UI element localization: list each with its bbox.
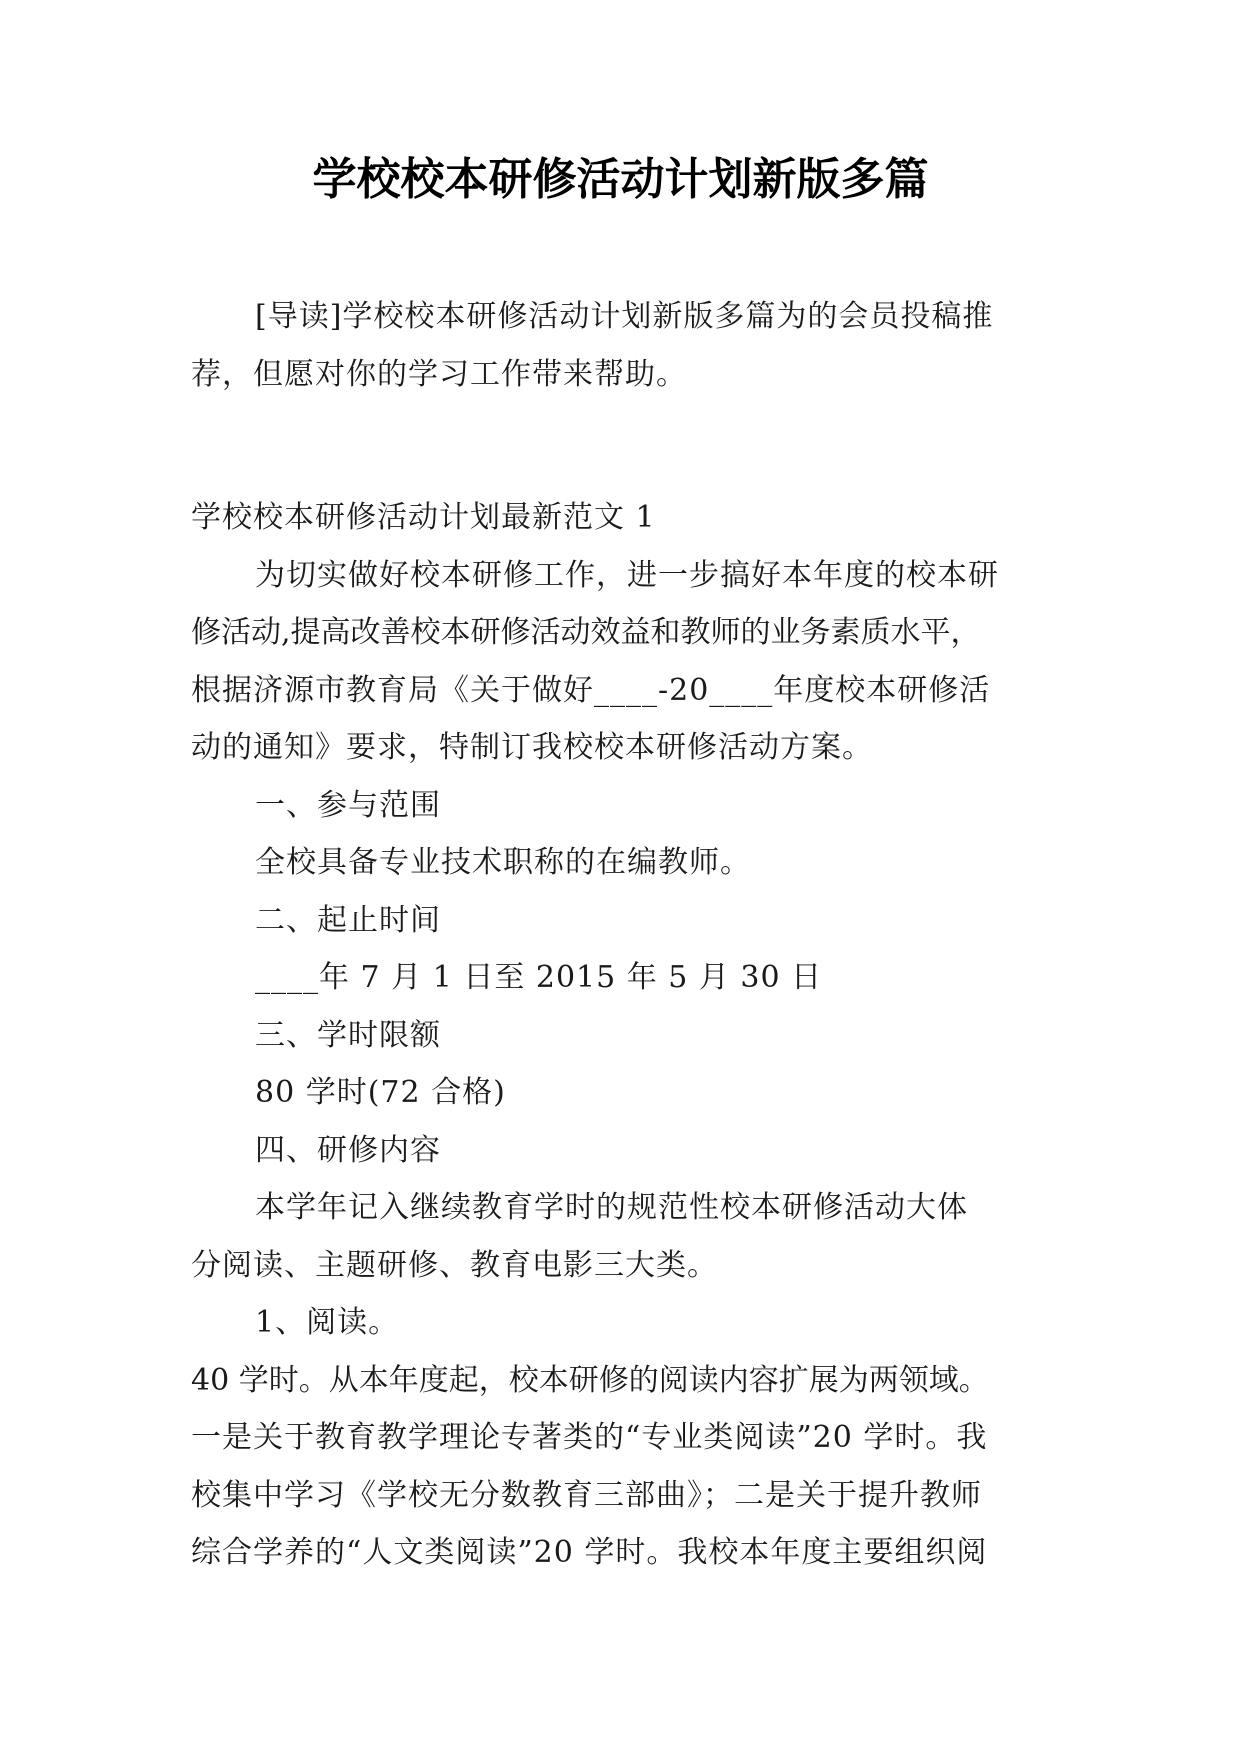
item-heading: 一、参与范围 [255, 787, 441, 823]
intro-line: 荐，但愿对你的学习工作带来帮助。 [191, 356, 687, 392]
section-heading: 学校校本研修活动计划最新范文 1 [191, 500, 656, 535]
paragraph-gap [191, 403, 1061, 489]
sub-heading: 1、阅读。 [255, 1305, 400, 1340]
item-heading: 二、起止时间 [255, 902, 441, 938]
item-text: 80 学时(72 合格) [255, 1075, 506, 1110]
item-text: 全校具备专业技术职称的在编教师。 [255, 845, 751, 880]
item-text: ____年 7 月 1 日至 2015 年 5 月 30 日 [255, 960, 823, 995]
paragraph-line: 本学年记入继续教育学时的规范性校本研修活动大体 [255, 1190, 968, 1225]
paragraph-line: 根据济源市教育局《关于做好____-20____年度校本研修活 [191, 672, 991, 708]
paragraph-line: 动的通知》要求，特制订我校校本研修活动方案。 [191, 730, 873, 765]
paragraph-line: 校集中学习《学校无分数教育三部曲》；二是关于提升教师 [191, 1477, 982, 1513]
paragraph-line: 40 学时。从本年度起，校本研修的阅读内容扩展为两领域。 [191, 1362, 989, 1398]
paragraph-line: 一是关于教育教学理论专著类的“专业类阅读”20 学时。我 [191, 1420, 988, 1455]
intro-line: [导读]学校校本研修活动计划新版多篇为的会员投稿推 [255, 299, 994, 334]
paragraph-line: 为切实做好校本研修工作，进一步搞好本年度的校本研 [255, 557, 999, 593]
paragraph-line: 修活动,提高改善校本研修活动效益和教师的业务素质水平， [191, 615, 981, 650]
document-title: 学校校本研修活动计划新版多篇 [312, 154, 929, 205]
document-body [191, 288, 1061, 1582]
item-heading: 三、学时限额 [255, 1017, 441, 1053]
paragraph-line: 分阅读、主题研修、教育电影三大类。 [191, 1247, 718, 1283]
paragraph-line: 综合学养的“人文类阅读”20 学时。我校本年度主要组织阅 [191, 1535, 988, 1570]
item-heading: 四、研修内容 [255, 1132, 441, 1168]
